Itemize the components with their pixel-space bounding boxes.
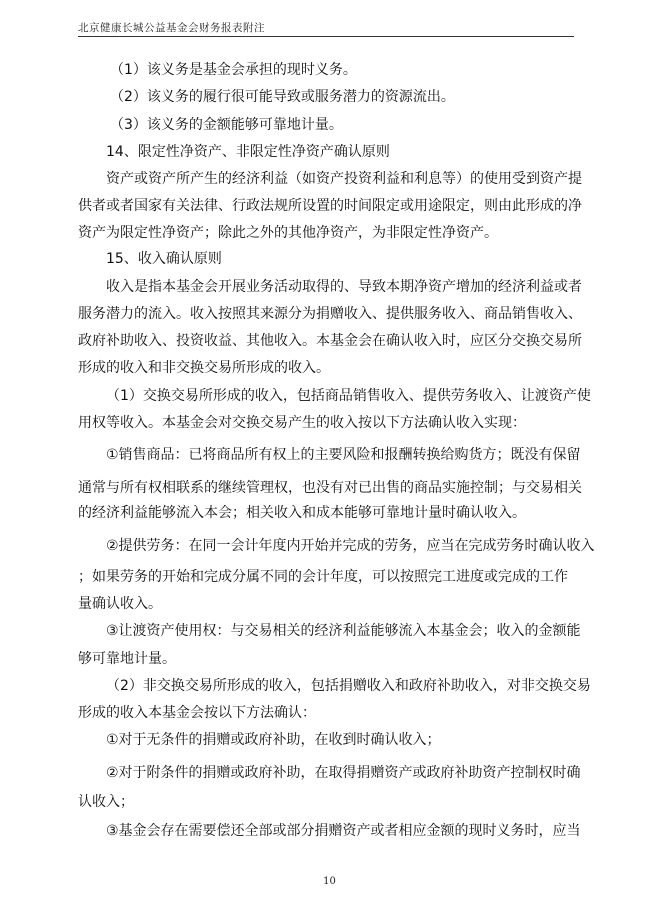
- text-line: 用权等收入。本基金会对交换交易产生的收入按以下方法确认收入实现：: [78, 415, 526, 431]
- text-line: （3）该义务的金额能够可靠地计量。: [110, 117, 343, 133]
- page-number: 10: [323, 876, 336, 887]
- text-line: ③让渡资产使用权：与交易相关的经济利益能够流入本基金会；收入的金额能: [106, 623, 581, 639]
- header-rule: [78, 36, 574, 37]
- text-line: （1）该义务是基金会承担的现时义务。: [110, 62, 357, 78]
- text-line: ③基金会存在需要偿还全部或部分捐赠资产或者相应金额的现时义务时，应当: [106, 823, 581, 839]
- text-line: 政府补助收入、投资收益、其他收入。本基金会在确认收入时，应区分交换交易所: [78, 333, 582, 349]
- text-line: 认收入；: [78, 794, 134, 810]
- page-header: 北京健康长城公益基金会财务报表附注: [78, 22, 265, 34]
- text-line: （2）非交换交易所形成的收入，包括捐赠收入和政府补助收入，对非交换交易: [106, 678, 591, 694]
- text-line: 收入是指本基金会开展业务活动取得的、导致本期净资产增加的经济利益或者: [106, 279, 582, 295]
- text-line: ②对于附条件的捐赠或政府补助，在取得捐赠资产或政府补助资产控制权时确: [106, 765, 581, 781]
- text-line: ；如果劳务的开始和完成分属不同的会计年度，可以按照完工进度或完成的工作: [78, 569, 568, 585]
- text-line: ①对于无条件的捐赠或政府补助，在收到时确认收入；: [106, 732, 441, 748]
- text-line: ②提供劳务：在同一会计年度内开始并完成的劳务，应当在完成劳务时确认收入: [106, 538, 595, 554]
- text-line: （2）该义务的履行很可能导致或服务潜力的资源流出。: [110, 89, 455, 105]
- text-line: 形成的收入本基金会按以下方法确认：: [78, 705, 316, 721]
- section-heading: 15、收入确认原则: [106, 251, 222, 267]
- text-line: 形成的收入和非交换交易所形成的收入。: [78, 360, 330, 376]
- text-line: 服务潜力的流入。收入按照其来源分为捐赠收入、提供服务收入、商品销售收入、: [78, 306, 582, 322]
- text-line: 量确认收入。: [78, 596, 162, 612]
- text-line: ①销售商品：已将商品所有权上的主要风险和报酬转换给购货方；既没有保留: [106, 447, 581, 463]
- text-line: 资产或资产所产生的经济利益（如资产投资利益和利息等）的使用受到资产提: [106, 171, 582, 187]
- text-line: 够可靠地计量。: [78, 651, 176, 667]
- text-line: 供者或者国家有关法律、行政法规所设置的时间限定或用途限定，则由此形成的净: [78, 198, 582, 214]
- text-line: 通常与所有权相联系的继续管理权，也没有对已出售的商品实施控制；与交易相关: [78, 480, 582, 496]
- text-line: 资产为限定性净资产；除此之外的其他净资产，为非限定性净资产。: [78, 225, 498, 241]
- text-line: 的经济利益能够流入本会；相关收入和成本能够可靠地计量时确认收入。: [78, 505, 526, 521]
- text-line: （1）交换交易所形成的收入，包括商品销售收入、提供劳务收入、让渡资产使: [106, 388, 591, 404]
- section-heading: 14、限定性净资产、非限定性净资产确认原则: [106, 144, 390, 160]
